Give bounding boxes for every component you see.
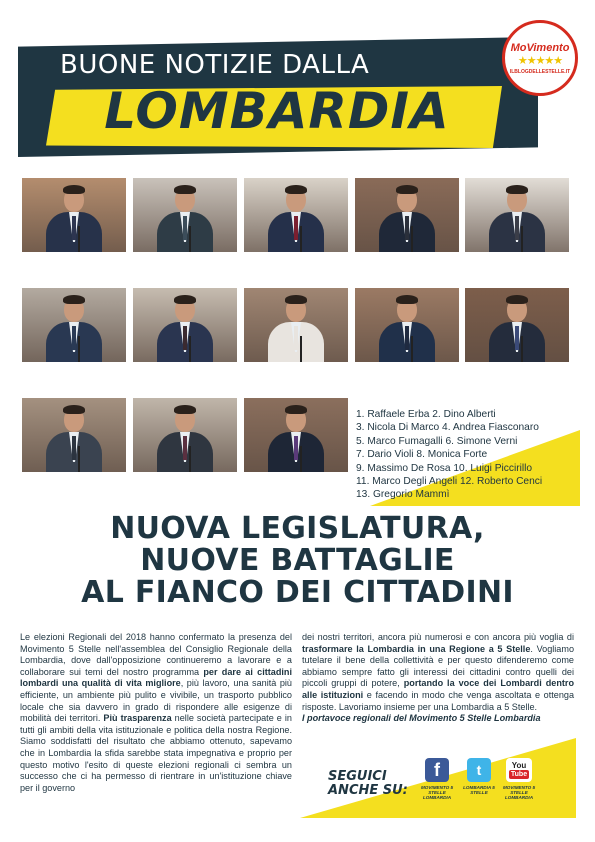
names-line: 3. Nicola Di Marco 4. Andrea Fiasconaro [356, 422, 539, 434]
councillor-photo [355, 288, 459, 362]
councillor-photo [465, 178, 569, 252]
body-highlight: portando la voce dei Lombardi dentro alle istituzioni [302, 678, 575, 700]
body-highlight: Più trasparenza [103, 713, 172, 724]
councillor-photo [133, 288, 237, 362]
logo-word: MoVimento [510, 41, 570, 54]
names-list [356, 408, 586, 502]
header-title: BUONE NOTIZIE DALLA [60, 50, 370, 80]
councillor-photo [133, 178, 237, 252]
headline [20, 513, 575, 609]
twitter-link[interactable] [462, 758, 496, 795]
names-line: 13. Gregorio Mammì [356, 489, 450, 501]
facebook-link[interactable] [420, 758, 454, 801]
facebook-caption: MOVIMENTO 5 STELLE LOMBARDIA [420, 785, 454, 801]
logo-site: ILBLOGDELLESTELLE.IT [509, 68, 571, 75]
signature: I portavoce regionali del Movimento 5 Stelle Lombardia [302, 713, 541, 724]
councillor-photo [22, 288, 126, 362]
councillor-photo [22, 398, 126, 472]
names-line: 9. Massimo De Rosa 10. Luigi Piccirillo [356, 462, 533, 474]
header-region: LOMBARDIA [104, 82, 450, 140]
body-highlight: per dare ai cittadini lombardi una qualità di vita migliore [20, 666, 292, 689]
headline-line-1: NUOVA LEGISLATURA, [110, 511, 485, 546]
names-line: 7. Dario Violi 8. Monica Forte [356, 449, 488, 461]
headline-line-2: NUOVE BATTAGLIE [140, 543, 455, 578]
body-text: Le elezioni Regionali del 2018 hanno confermato la presenza del Movimento 5 Stelle nell'assemblea del Consiglio Regionale della Lombardia, dove dall'opposizione continueremo a lavorare e a collaborare sui temi del nostro programma [20, 632, 292, 677]
twitter-icon: t [467, 758, 491, 782]
m5s-logo[interactable] [502, 20, 578, 96]
body-text: . Vogliamo tutelare il bene della collettività e per questo difenderemo come abbiamo sempre fatto gli interessi dei cittadini contro quelli dei piccoli gruppi di potere, [302, 643, 575, 689]
youtube-icon [506, 758, 532, 782]
facebook-icon: f [425, 758, 449, 782]
names-line: 11. Marco Degli Angeli 12. Roberto Cenci [356, 476, 543, 488]
youtube-tube: Tube [510, 770, 528, 778]
body-column-1 [20, 632, 292, 794]
body-text: dei nostri territori, ancora più numerosi e con ancora più voglia di [302, 632, 574, 642]
youtube-link[interactable] [502, 758, 536, 801]
councillor-photo [355, 178, 459, 252]
names-line: 5. Marco Fumagalli 6. Simone Verni [356, 435, 518, 447]
body-column-2 [302, 632, 574, 725]
follow-line-2: ANCHE SU: [328, 783, 408, 798]
councillor-photo [22, 178, 126, 252]
youtube-caption: MOVIMENTO 5 STELLE LOMBARDIA [502, 785, 536, 801]
councillor-photo [244, 398, 348, 472]
body-text: nelle società partecipate e in tutti gli ambiti della vita istituzionale e politica della nostra Regione. Siamo soddisfatti del risultato che abbiamo ottenuto, sapevamo che in Lombardia la sfida sarebbe stata impegnativa e proprio per questo motivo l'esito di queste elezioni regionali ci sembra un successo che ci ha permesso di rientrare in un'istituzione chiave per il governo [20, 713, 292, 793]
youtube-you: You [511, 760, 527, 770]
twitter-caption: LOMBARDIA 5 STELLE [463, 785, 495, 796]
names-line: 1. Raffaele Erba 2. Dino Alberti [356, 409, 496, 420]
councillor-photo [133, 398, 237, 472]
body-text: e facendo in modo che venga ascoltata e ottenga risposte. Lavoriamo insieme per una Lombardia a 5 Stelle. [302, 689, 574, 712]
logo-stars-icon: ★★★★★ [517, 54, 563, 67]
body-highlight: trasformare la Lombardia in una Regione a 5 Stelle [302, 643, 531, 654]
councillor-photo [244, 178, 348, 252]
councillor-photo [465, 288, 569, 362]
headline-line-3: AL FIANCO DEI CITTADINI [81, 575, 514, 610]
councillor-photo [244, 288, 348, 362]
follow-line-1: SEGUICI [328, 769, 387, 784]
body-text: , più lavoro, una sanità più efficiente, un ambiente più pulito e vivibile, un trasporto pubblico locale che sia davvero in grado di rispondere alle esigenze di mobilità dei territori. [20, 678, 292, 724]
